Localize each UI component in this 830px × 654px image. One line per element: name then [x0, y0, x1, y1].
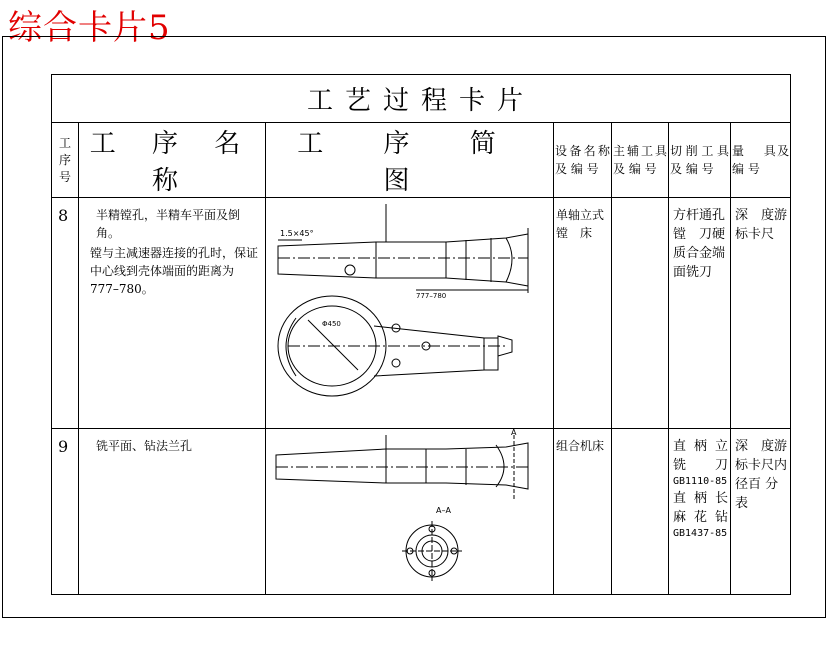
card-label: 综合卡片5 — [8, 8, 171, 48]
cutting-tool-cell: 直 柄 立 铣 刀 GB1110-85 直 柄 长 麻 花 钻 GB1437-85 — [669, 429, 731, 595]
process-card-table — [51, 74, 801, 595]
table-row — [52, 198, 791, 429]
drawing-axle-housing-flange — [266, 429, 554, 594]
header-step-no: 工序号 — [52, 123, 79, 198]
step-description: 铣平面、钻法兰孔 — [79, 429, 266, 595]
step-description: 半精镗孔，半精车平面及倒角。 镗与主减速器连接的孔时，保证中心线到壳体端面的距离为777–780。 — [79, 198, 266, 429]
table-row — [52, 429, 791, 595]
cutting-tool-cell: 方杆通孔镗 刀硬质合金端面铣刀 — [669, 198, 731, 429]
main-aux-tool-cell — [612, 429, 669, 595]
header-cutting-tool: 切削工具及 编 号 — [669, 123, 731, 198]
step-number: 9 — [52, 429, 79, 595]
header-diagram: 工 序 简 图 — [266, 123, 554, 198]
header-equipment: 设备名称及 编 号 — [554, 123, 612, 198]
dim-length: 777–780 — [416, 292, 447, 300]
equipment-cell: 组合机床 — [554, 429, 612, 595]
measuring-tool-cell: 深 度游标卡尺 — [731, 198, 791, 429]
step-diagram-8 — [266, 198, 554, 429]
section-label: A–A — [436, 506, 451, 515]
header-step-name: 工 序 名 称 — [79, 123, 266, 198]
header-measuring-tool: 量 具及 编 号 — [731, 123, 791, 198]
step-diagram-9 — [266, 429, 554, 595]
table-title: 工艺过程卡片 — [52, 75, 791, 123]
section-mark: A — [511, 429, 517, 437]
dim-diameter: Φ450 — [322, 320, 341, 328]
header-main-aux-tool: 主辅工具及 编 号 — [612, 123, 669, 198]
dim-chamfer: 1.5×45° — [280, 229, 314, 238]
drawing-axle-housing-top — [266, 198, 554, 428]
equipment-cell: 单轴立式镗 床 — [554, 198, 612, 429]
measuring-tool-cell: 深 度游标卡尺内 径百 分 表 — [731, 429, 791, 595]
main-aux-tool-cell — [612, 198, 669, 429]
step-number: 8 — [52, 198, 79, 429]
